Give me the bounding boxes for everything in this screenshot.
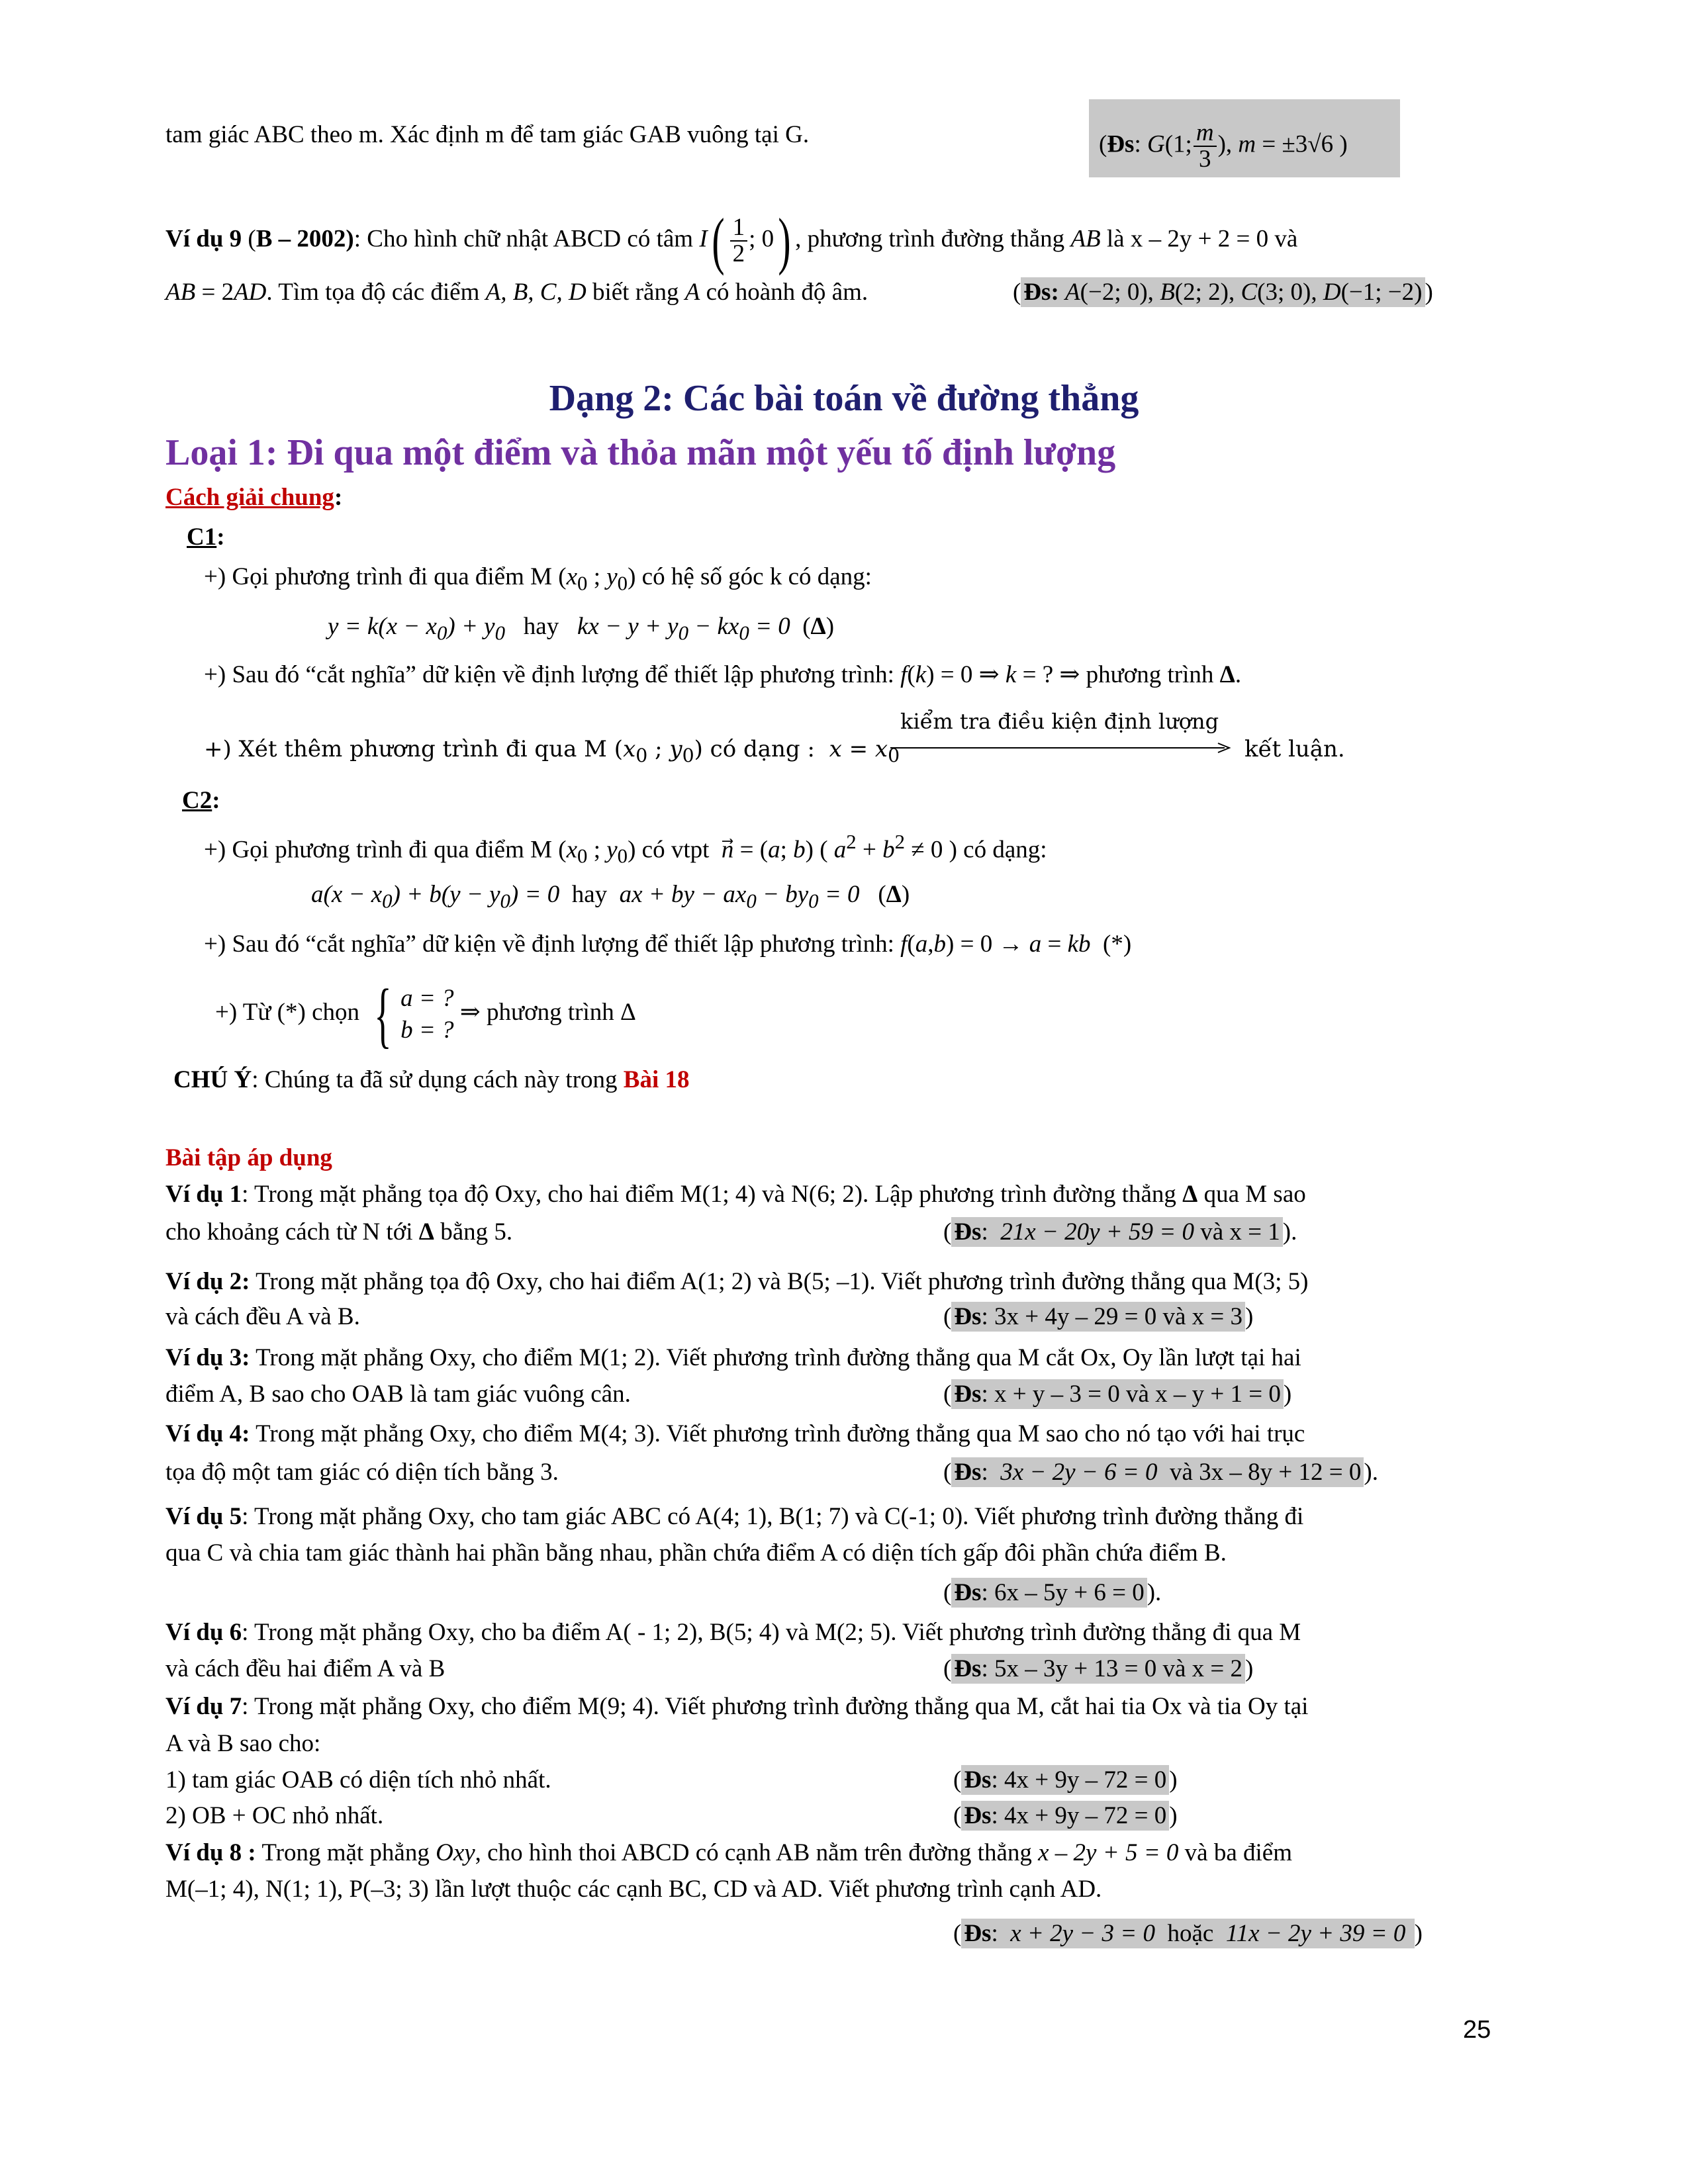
c2-line3: +) Sau đó “cắt nghĩa” dữ kiện về định lượng để thiết lập phương trình: f(a,b) = 0 → a = kb (*) bbox=[204, 931, 1132, 958]
example-2-answer: ( Đs: 3x + 4y – 29 = 0 và x = 3 ) bbox=[943, 1303, 1254, 1330]
section-title: Dạng 2: Các bài toán về đường thẳng bbox=[549, 378, 1139, 419]
example-1-line1: Ví dụ 1: Trong mặt phẳng tọa độ Oxy, cho hai điểm M(1; 4) và N(6; 2). Lập phương trình đường thẳng Δ qua M sao bbox=[165, 1181, 1306, 1208]
example-3-line1: Ví dụ 3: Trong mặt phẳng Oxy, cho điểm M(1; 2). Viết phương trình đường thẳng qua M cắt Ox, Oy lần lượt tại hai bbox=[165, 1344, 1301, 1371]
example-1-answer: ( Đs: 21x − 20y + 59 = 0 và x = 1 ). bbox=[943, 1218, 1297, 1246]
example-9-line2: AB = 2AD. Tìm tọa độ các điểm A, B, C, D biết rằng A có hoành độ âm. bbox=[165, 279, 868, 306]
example-7-answer2: ( Đs: 4x + 9y – 72 = 0 ) bbox=[953, 1802, 1178, 1829]
example-3-answer: ( Đs: x + y – 3 = 0 và x – y + 1 = 0 ) bbox=[943, 1381, 1292, 1408]
c1-conclusion: kết luận. bbox=[1244, 736, 1345, 762]
example-9-line1: Ví dụ 9 (B – 2002): Cho hình chữ nhật ABCD có tâm I( $\frac{1}{2}$ ; 0) , phương trình đường thẳng AB là x – 2y + 2 = 0 và bbox=[165, 205, 1298, 276]
c2-line2: $a(x - x_0) + b(y - y_0) = 0$ hay ax + by − $ax_0 - by_0 = 0$ (Δ) bbox=[311, 881, 910, 913]
c1-arrow-label: kiểm tra điều kiện định lượng bbox=[900, 709, 1219, 734]
example-6-line1: Ví dụ 6: Trong mặt phẳng Oxy, cho ba điểm A( - 1; 2), B(5; 4) và M(2; 5). Viết phương trình đường thẳng đi qua M bbox=[165, 1619, 1301, 1646]
note-line: CHÚ Ý: Chúng ta đã sử dụng cách này trong Bài 18 bbox=[173, 1066, 690, 1093]
exercises-title: Bài tập áp dụng bbox=[165, 1144, 332, 1171]
example-5-answer: ( Đs: 6x – 5y + 6 = 0 ). bbox=[943, 1579, 1162, 1606]
example-1-line2: cho khoảng cách từ N tới Δ bằng 5. bbox=[165, 1218, 513, 1246]
example-7-line2: A và B sao cho: bbox=[165, 1730, 321, 1757]
example-2-line2: và cách đều A và B. bbox=[165, 1303, 360, 1330]
top-line1: tam giác ABC theo m. Xác định m để tam giác GAB vuông tại G. bbox=[165, 121, 810, 148]
c1-line2: $y = k(x - x_0) + y_0$ hay kx − $y + y_0 - kx_0 = 0$ (Δ) bbox=[328, 613, 835, 645]
page-number: 25 bbox=[1463, 2016, 1491, 2044]
c1-label: C1: bbox=[187, 523, 225, 551]
example-4-line2: tọa độ một tam giác có diện tích bằng 3. bbox=[165, 1459, 559, 1486]
example-5-line2: qua C và chia tam giác thành hai phần bằng nhau, phần chứa điểm A có diện tích gấp đôi phần chứa điểm B. bbox=[165, 1539, 1227, 1567]
example-8-line2: M(–1; 4), N(1; 1), P(–3; 3) lần lượt thuộc các cạnh BC, CD và AD. Viết phương trình cạnh AD. bbox=[165, 1876, 1102, 1903]
example-7-line1: Ví dụ 7: Trong mặt phẳng Oxy, cho điểm M(9; 4). Viết phương trình đường thẳng qua M, cắt hai tia Ox và tia Oy tại bbox=[165, 1693, 1309, 1720]
example-4-answer: ( Đs: 3x − 2y − 6 = 0 và 3x – 8y + 12 = 0 ). bbox=[943, 1459, 1378, 1486]
example-2-line1: Ví dụ 2: Trong mặt phẳng tọa độ Oxy, cho hai điểm A(1; 2) và B(5; –1). Viết phương trình đường thẳng qua M(3; 5) bbox=[165, 1268, 1309, 1295]
example-8-line1: Ví dụ 8 : Trong mặt phẳng Oxy, cho hình thoi ABCD có cạnh AB nằm trên đường thẳng x – 2y + 5 = 0 và ba điểm bbox=[165, 1839, 1292, 1866]
top-line1-answer: (Đs: G(1; $\frac{m}{3}$ ), m = ±3√6 ) bbox=[1099, 119, 1348, 173]
c2-line4: +) Từ (*) chọn { a = ? b = ? ⇒ phương trình Δ bbox=[215, 974, 636, 1055]
example-6-line2: và cách đều hai điểm A và B bbox=[165, 1655, 445, 1682]
section-subtitle: Loại 1: Đi qua một điểm và thỏa mãn một yếu tố định lượng bbox=[165, 432, 1116, 473]
example-6-answer: ( Đs: 5x – 3y + 13 = 0 và x = 2 ) bbox=[943, 1655, 1254, 1682]
c2-line1: +) Gọi phương trình đi qua điểm M ($x_0$ ; $y_0$) có vtpt n⃗ = (a; b) ( $a^2 + b^2 \ne 0$ ) có dạng: bbox=[204, 831, 1047, 868]
c1-line4: +) Xét thêm phương trình đi qua M ($x_0$ ; $y_0$) có dạng : $x = x_0$ bbox=[204, 736, 900, 766]
example-7-sub1: 1) tam giác OAB có diện tích nhỏ nhất. bbox=[165, 1766, 551, 1794]
c1-line3: +) Sau đó “cắt nghĩa” dữ kiện về định lượng để thiết lập phương trình: f(k) = 0 ⇒ k = ? ⇒ phương trình Δ. bbox=[204, 661, 1242, 688]
example-7-sub2: 2) OB + OC nhỏ nhất. bbox=[165, 1802, 384, 1829]
right-arrow-icon bbox=[890, 741, 1235, 754]
example-7-answer1: ( Đs: 4x + 9y – 72 = 0 ) bbox=[953, 1766, 1178, 1794]
example-9-answer: ( Đs: A(−2; 0), B(2; 2), C(3; 0), D(−1; −2) ) bbox=[1013, 279, 1433, 306]
c1-line1: +) Gọi phương trình đi qua điểm M ($x_0$ ; $y_0$) có hệ số góc k có dạng: bbox=[204, 563, 872, 595]
example-4-line1: Ví dụ 4: Trong mặt phẳng Oxy, cho điểm M(4; 3). Viết phương trình đường thẳng qua M sao cho nó tạo với hai trục bbox=[165, 1420, 1305, 1447]
example-8-answer: ( Đs: x + 2y − 3 = 0 hoặc 11x − 2y + 39 = 0 ) bbox=[953, 1920, 1423, 1947]
example-5-line1: Ví dụ 5: Trong mặt phẳng Oxy, cho tam giác ABC có A(4; 1), B(1; 7) và C(-1; 0). Viết phương trình đường thẳng đi bbox=[165, 1503, 1304, 1530]
c2-label: C2: bbox=[182, 787, 220, 814]
method-label: Cách giải chung: bbox=[165, 484, 343, 511]
example-3-line2: điểm A, B sao cho OAB là tam giác vuông cân. bbox=[165, 1381, 631, 1408]
